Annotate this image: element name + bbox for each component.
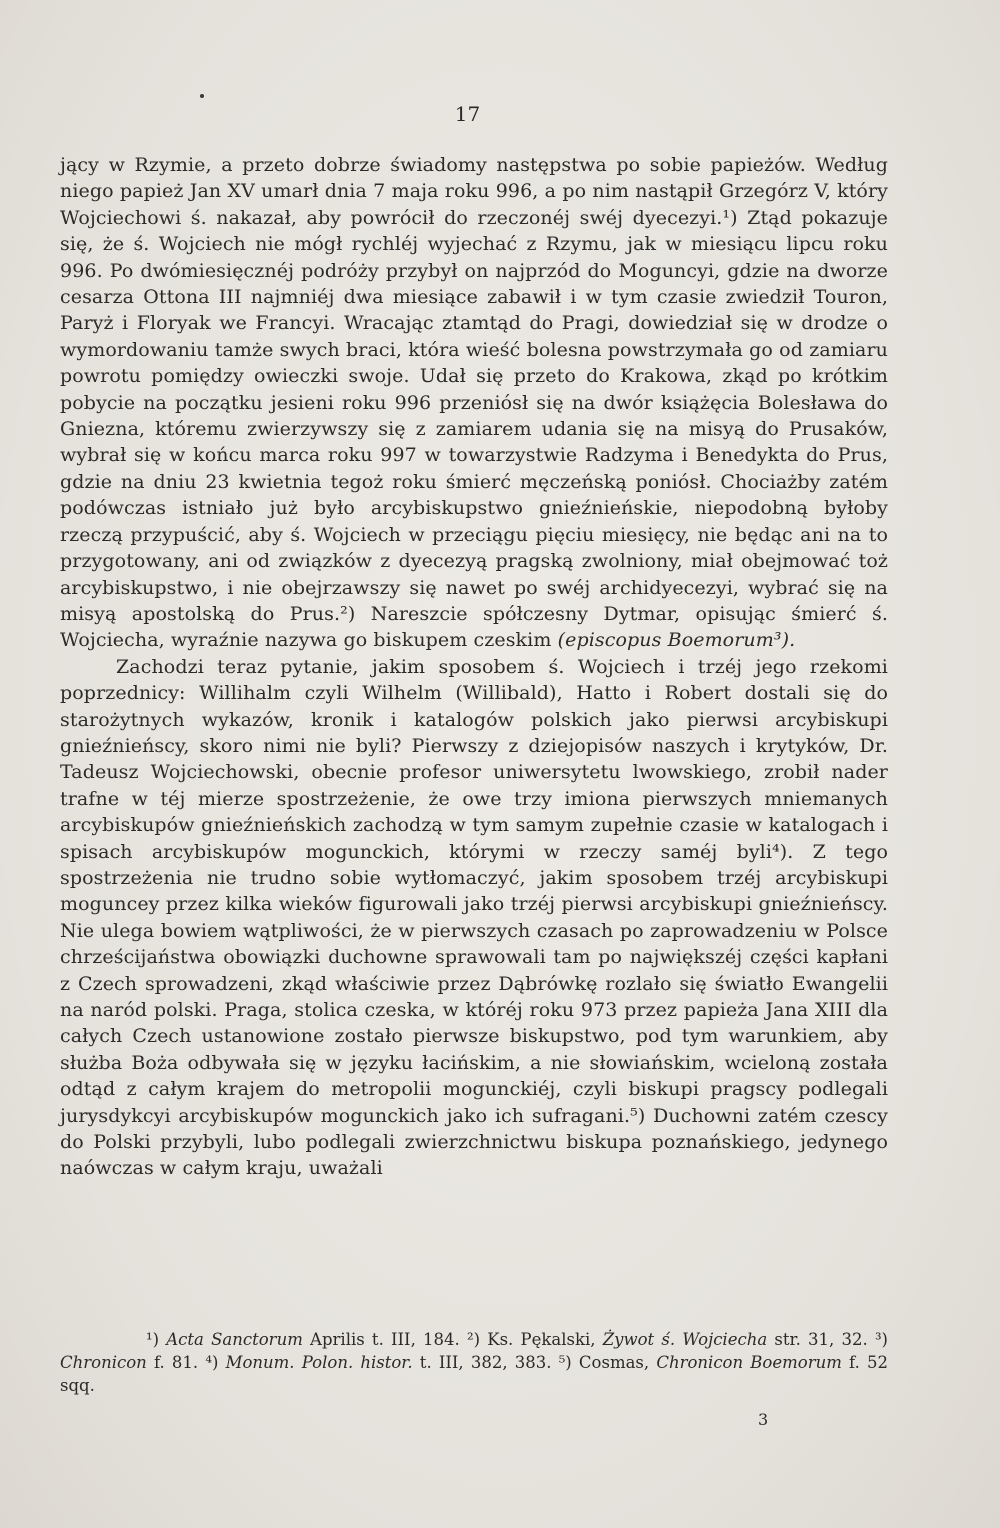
paragraph-text: jący w Rzymie, a przeto dobrze świadomy następstwa po sobie papieżów. Według niego papież Jan XV umarł dnia 7 maja roku 996, a po nim nastąpił Grzegórz V, który Wojciechowi ś. nakazał, aby powrócił do rzeczonéj swéj dyecezyi.¹) Ztąd pokazuje się, że ś. Wojciech nie mógł rychléj wyjechać z Rzymu, jak w miesiącu lipcu roku 996. Po dwómiesięcznéj podróży przybył on najprzód do Moguncyi, gdzie na dworze cesarza Ottona III najmniéj dwa miesiące zabawił i w tym czasie zwiedził Touron, Paryż i Floryak we Francyi. Wracając ztamtąd do Pragi, dowiedział się w drodze o wymordowaniu tamże swych braci, która wieść bolesna powstrzymała go od zamiaru powrotu pomiędzy owieczki swoje. Udał się przeto do Krakowa, zkąd po krótkim pobycie na początku jesieni roku 996 przeniósł się na dwór książęcia Bolesława do Gniezna, któremu zwierzywszy się z zamiarem udania się na misyą do Prusaków, wybrał się w końcu marca roku 997 w towarzystwie Radzyma i Benedykta do Prus, gdzie na dniu 23 kwietnia tegoż roku śmierć męczeńską poniósł. Chociażby zatém podówczas istniało już było arcybiskupstwo gnieźnieńskie, niepodobną byłoby rzeczą przypuścić, aby ś. Wojciech w przeciągu pięciu miesięcy, nie będąc ani na to przygotowany, ani od związków z dyecezyą pragską zwolniony, miał obejmować toż arcybiskupstwo, i nie obejrzawszy się nawet po swéj archidyecezyi, wybrać się na misyą apostolską do Prus.²) Nareszcie spółczesny Dytmar, opisując śmierć ś. Wojciecha, wyraźnie nazywa go biskupem czeskim	[60, 154, 888, 652]
sheet-signature: 3	[758, 1410, 769, 1429]
footnote-block	[60, 1328, 888, 1397]
paragraph	[60, 152, 888, 654]
footnote-marker: ¹)	[146, 1330, 167, 1349]
footnote-text: f. 81. ⁴)	[146, 1353, 226, 1372]
footnote-text: f. 52 sqq.	[60, 1353, 889, 1395]
footnote-text: Aprilis t. III, 184. ²) Ks. Pękalski,	[302, 1330, 603, 1349]
footnote-title: Monum. Polon. histor.	[225, 1353, 413, 1372]
footnote-title: Chronicon Boemorum	[656, 1353, 842, 1372]
footnotes	[60, 1328, 888, 1397]
footnote-title: Chronicon	[60, 1353, 147, 1372]
paragraph-text: Zachodzi teraz pytanie, jakim sposobem ś. Wojciech i trzéj jego rzekomi poprzednicy: Willihalm czyli Wilhelm (Willibald), Hatto i Robert dostali się do starożytnych wykazów, kronik i katalogów polskich jako pierwsi arcybiskupi gnieźnieńscy, skoro nimi nie byli? Pierwszy z dziejopisów naszych i krytyków, Dr. Tadeusz Wojciechowski, obecnie profesor uniwersytetu lwowskiego, zrobił nader trafne w téj mierze spostrzeżenie, że owe trzy imiona pierwszych mniemanych arcybiskupów gnieźnieńskich zachodzą w tym samym zupełnie czasie w katalogach i spisach arcybiskupów mogunckich, którymi w rzeczy saméj byli⁴). Z tego spostrzeżenia nie trudno sobie wytłomaczyć, jakim sposobem trzéj arcybiskupi moguncey przez kilka wieków figurowali jako trzéj pierwsi arcybiskupi gnieźnieńscy. Nie ulega bowiem wątpliwości, że w pierwszych czasach po zaprowadzeniu w Polsce chrześcijaństwa obowiązki duchowne sprawowali tam po największéj części kapłani z Czech sprowadzeni, zkąd właściwie przez Dąbrówkę rozlało się światło Ewangelii na naród polski. Praga, stolica czeska, w któréj roku 973 przez papieża Jana XIII dla całych Czech ustanowione zostało pierwsze biskupstwo, pod tym warunkiem, aby służba Boża odbywała się w języku łacińskim, a nie słowiańskim, wcieloną została odtąd z całym krajem do metropolii mogunckiéj, czyli biskupi pragscy podlegali jurysdykcyi arcybiskupów mogunckich jako ich sufragani.⁵) Duchowni zatém czescy do Polski przybyli, lubo podlegali zwierzchnictwu biskupa poznańskiego, jedynego naówczas w całym kraju, uważali	[60, 655, 888, 1180]
page-number: 17	[454, 102, 481, 126]
ink-speck	[200, 94, 204, 98]
footnote-text: t. III, 382, 383. ⁵) Cosmas,	[412, 1353, 657, 1372]
paragraph	[60, 654, 888, 1182]
footnote-text: str. 31, 32. ³)	[767, 1330, 888, 1349]
main-text	[60, 152, 888, 1182]
latin-phrase: (episcopus Boemorum³).	[557, 629, 796, 652]
footnote-title: Żywot ś. Wojciecha	[602, 1330, 768, 1349]
footnote-title: Acta Sanctorum	[166, 1330, 303, 1349]
